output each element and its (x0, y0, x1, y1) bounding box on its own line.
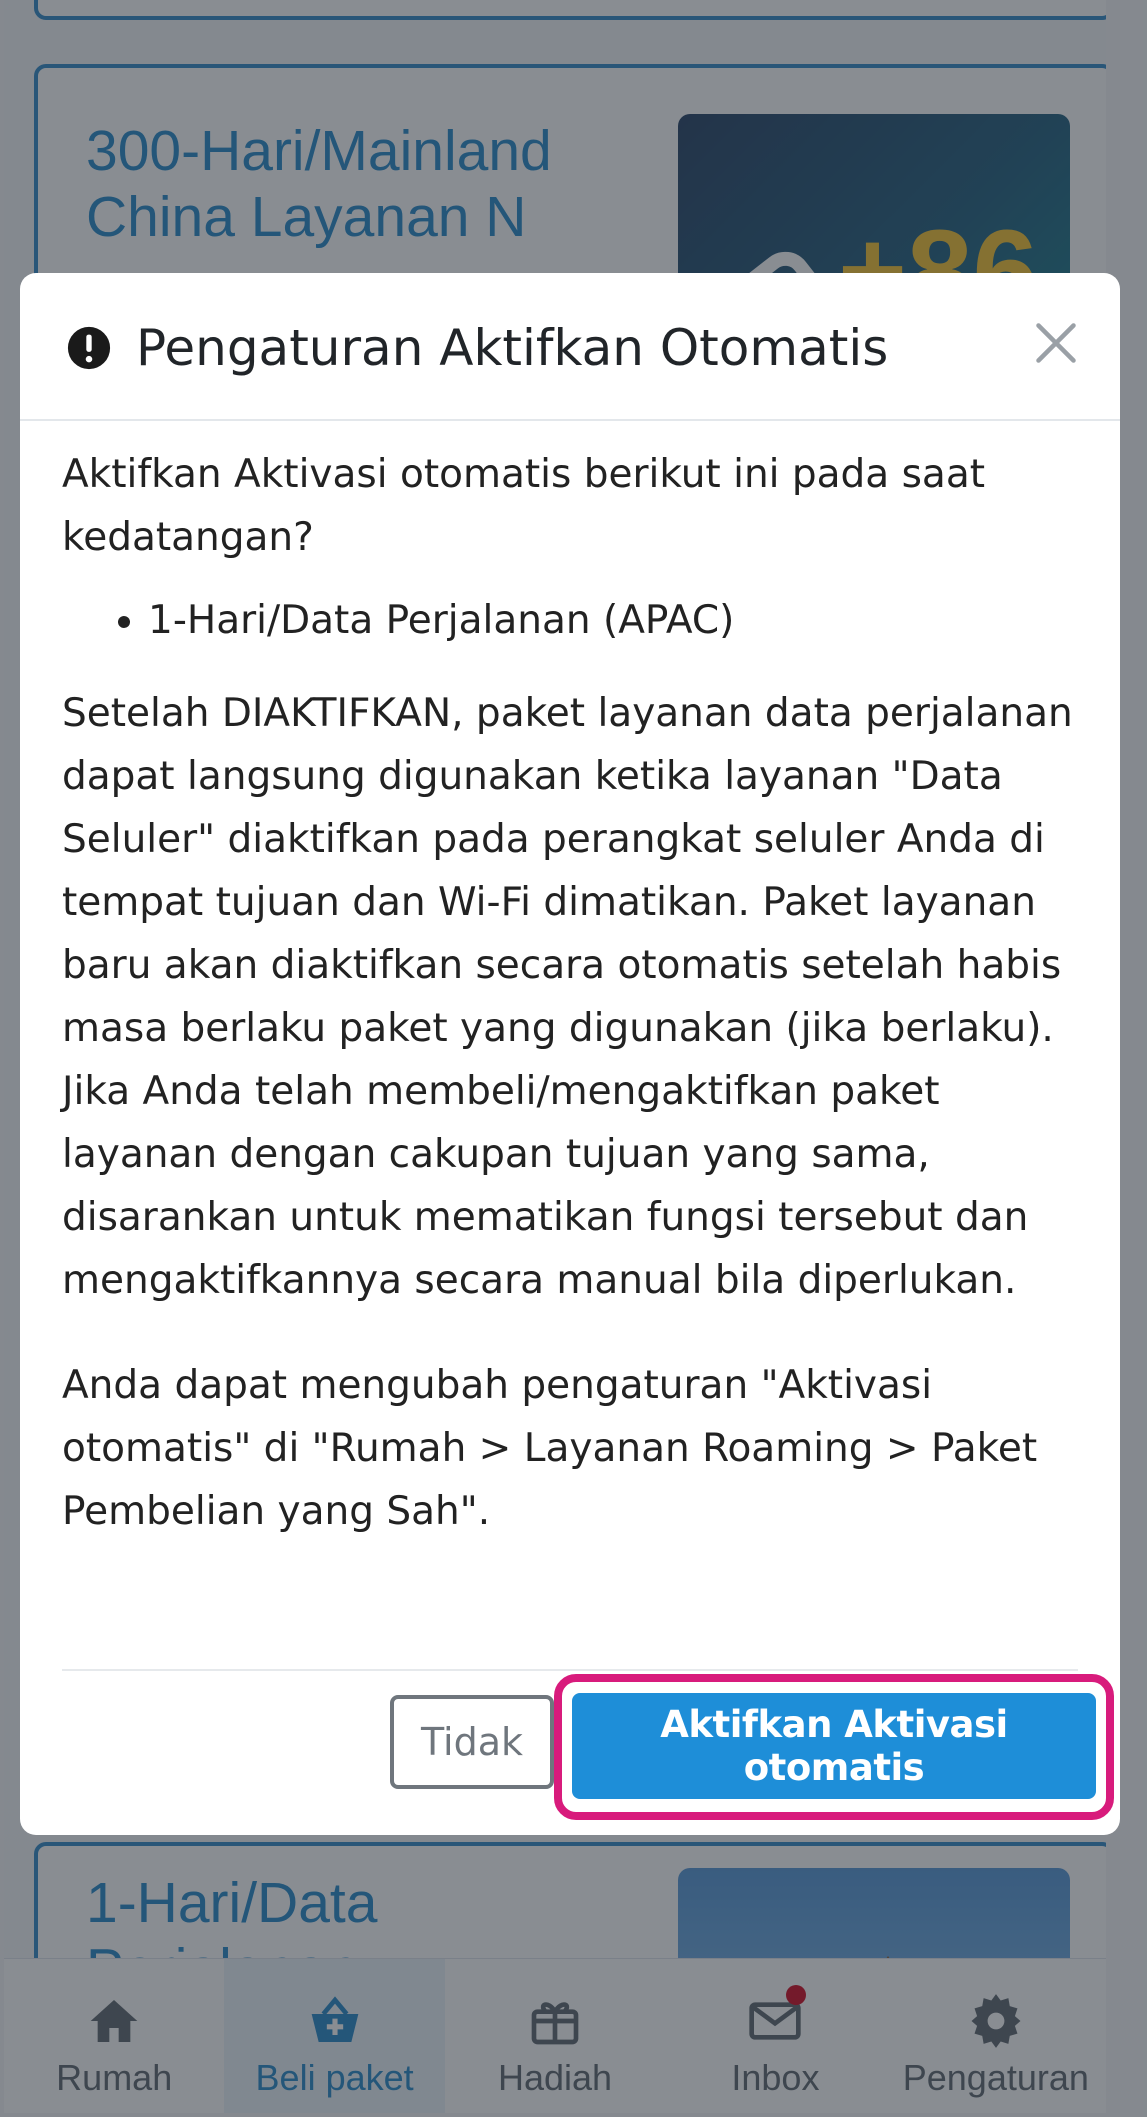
exclamation-circle-icon (66, 325, 112, 371)
enable-auto-activation-button[interactable]: Aktifkan Aktivasi otomatis (572, 1693, 1096, 1799)
plan-list (62, 589, 1092, 652)
dialog-note: Anda dapat mengubah pengaturan "Aktivasi otomatis" di "Rumah > Layanan Roaming > Paket Pembelian yang Sah". (62, 1363, 1038, 1534)
dialog-header (20, 273, 1120, 421)
list-item: • 1-Hari/Data Perjalanan (APAC) (148, 589, 1092, 652)
close-icon[interactable] (1026, 313, 1086, 373)
dialog-question: Aktifkan Aktivasi otomatis berikut ini pada saat kedatangan? (62, 452, 986, 560)
divider (62, 1669, 1078, 1671)
no-button[interactable]: Tidak (390, 1695, 554, 1789)
auto-activation-dialog (20, 273, 1120, 1835)
dialog-title: Pengaturan Aktifkan Otomatis (136, 319, 889, 377)
dialog-description: Setelah DIAKTIFKAN, paket layanan data perjalanan dapat langsung digunakan ketika layanan "Data Seluler" diaktifkan pada perangkat seluler Anda di tempat tujuan dan Wi-Fi dimatikan. Paket layanan baru akan diaktifkan secara otomatis setelah habis masa berlaku paket yang digunakan (jika berlaku). Jika Anda telah membeli/mengaktifkan paket layanan dengan cakupan tujuan yang sama, disarankan untuk mematikan fungsi tersebut dan mengaktifkannya secara manual bila diperlukan. (62, 691, 1073, 1303)
dialog-body (62, 443, 1092, 1543)
